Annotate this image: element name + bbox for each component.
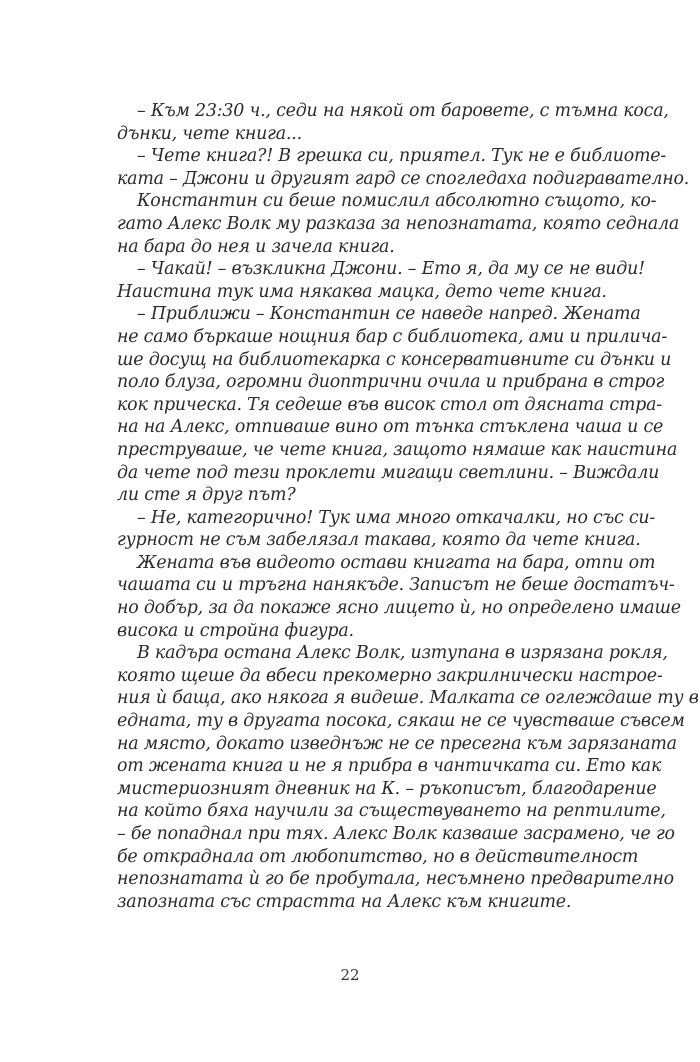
text-line: да чете под тези проклети мигащи светлини. – Виждали (117, 462, 660, 483)
text-line: чашата си и тръгна нанякъде. Записът не беше достатъч- (117, 575, 675, 596)
text-line: запозната със страстта на Алекс към книгите. (117, 891, 572, 912)
text-line: на на Алекс, отпиваше вино от тънка стъклена чаша и се (117, 417, 664, 438)
text-line: Наистина тук има някаква мацка, дето чете книга. (117, 281, 607, 302)
text-line: бе откраднала от любопитство, но в действителност (117, 846, 639, 867)
text-line: която щеше да вбеси прекомерно закрилнически настрое- (117, 665, 663, 686)
text-line: на място, докато изведнъж не се пресегна към зарязаната (117, 733, 677, 754)
text-line: Жената във видеото остави книгата на бара, отпи от (137, 552, 656, 573)
text-line: дънки, чете книга... (117, 123, 302, 144)
text-line: непознатата ѝ го бе пробутала, несъмнено предварително (117, 869, 674, 890)
text-line: на който бяха научили за съществуването на рептилите, (117, 801, 666, 822)
page-number: 22 (340, 966, 360, 984)
text-line: ли сте я друг път? (117, 485, 296, 506)
text-line: едната, ту в другата посока, сякаш не се чувстваше съвсем (117, 711, 685, 732)
text-line: – Чете книга?! В грешка си, приятел. Тук не е библиоте- (137, 146, 667, 167)
text-line: – Приближи – Константин се наведе напред. Жената (137, 304, 641, 325)
text-line: но добър, за да покаже ясно лицето ѝ, но определено имаше (117, 598, 681, 619)
text-line: ше досущ на библиотекарка с консервативните си дънки и (117, 349, 672, 370)
text-line: висока и стройна фигура. (117, 620, 354, 641)
text-line: не само бъркаше нощния бар с библиотека, ами и прилича- (117, 326, 668, 347)
text-line: от жената книга и не я прибра в чантичката си. Ето как (117, 756, 662, 777)
text-line: поло блуза, огромни диоптрични очила и прибрана в строг (117, 372, 665, 393)
text-line: гато Алекс Волк му разказа за непознатата, която седнала (117, 213, 680, 234)
text-line: кок прическа. Тя седеше във висок стол от дясната стра- (117, 394, 662, 415)
text-line: Константин си беше помислил абсолютно същото, ко- (137, 191, 657, 212)
body-text (117, 100, 699, 913)
text-line: преструваше, че чете книга, защото нямаше как наистина (117, 439, 678, 460)
text-line: ката – Джони и другият гард се спогледаха подигравателно. (117, 168, 690, 189)
text-line: – бе попаднал при тях. Алекс Волк казваше засрамено, че го (117, 824, 675, 844)
text-line: на бара до нея и зачела книга. (117, 236, 395, 257)
text-line: ния ѝ баща, ако някога я видеше. Малката се оглеждаше ту в (117, 688, 699, 709)
text-line: – Не, категорично! Тук има много откачалки, но със си- (137, 507, 656, 528)
text-line: – Чакай! – възкликна Джони. – Ето я, да му се не види! (137, 259, 645, 280)
text-line: – Към 23:30 ч., седи на някой от баровете, с тъмна коса, (137, 101, 669, 121)
text-line: гурност не съм забелязал такава, която да чете книга. (117, 530, 641, 551)
text-line: В кадъра остана Алекс Волк, изтупана в изрязана рокля, (137, 643, 668, 664)
text-line: мистериозният дневник на К. – ръкописът, благодарение (117, 778, 657, 799)
